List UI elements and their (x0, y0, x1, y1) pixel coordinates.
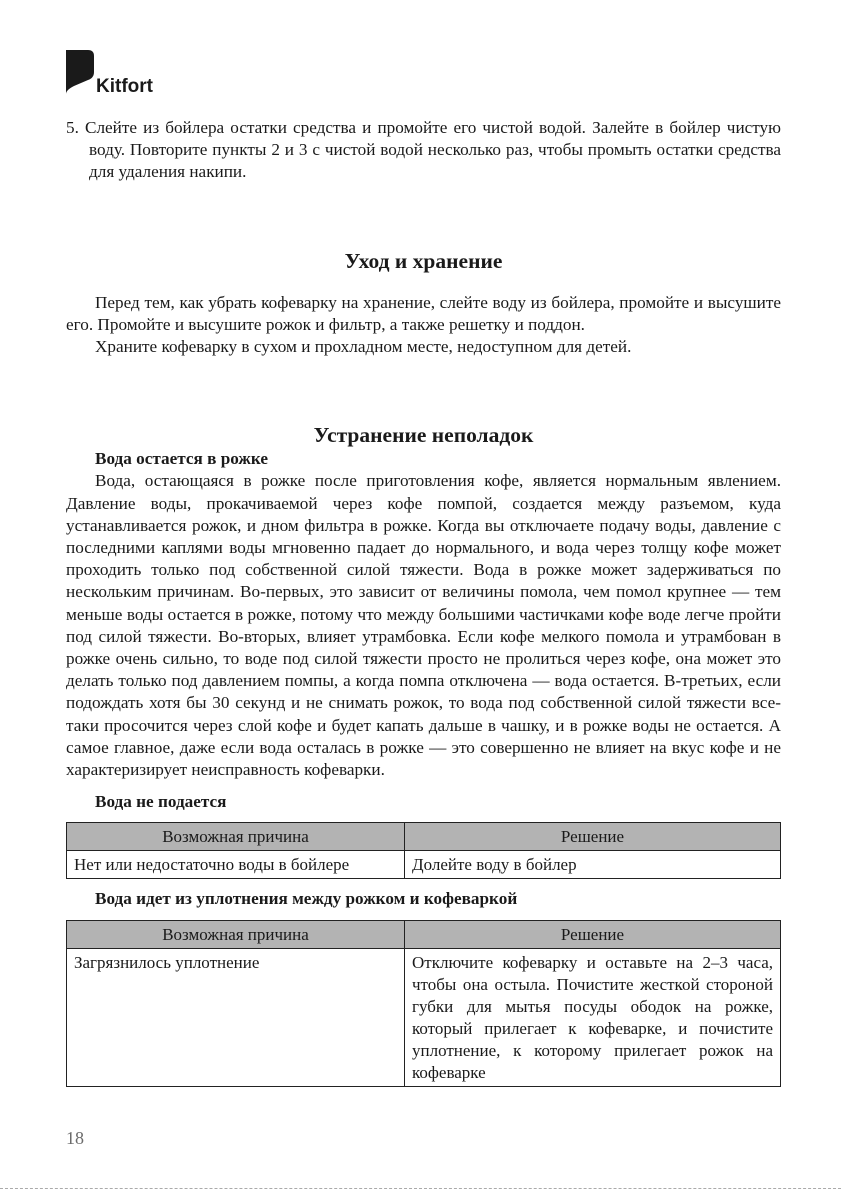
brand-logo (66, 50, 166, 98)
solution-cell: Долейте воду в бойлер (405, 851, 781, 879)
cause-column-header: Возможная причина (67, 920, 405, 948)
water-in-portafilter-heading: Вода остается в рожке (95, 449, 268, 469)
no-water-heading: Вода не подается (95, 792, 227, 812)
troubleshooting-section-title: Устранение неполадок (313, 423, 534, 448)
table-header-row (67, 920, 781, 948)
kitfort-logo-icon (66, 50, 94, 94)
water-in-portafilter-text: Вода, остающаяся в рожке после приготовления кофе, является нормальным явлением. Давление воды, прокачиваемой через кофе помпой, создается между разъемом, куда устанавливается рожок, и дном фильтра в рожке. Когда вы отключаете подачу воды, давление с последними каплями воды мгновенно падает до нормального, и вода через толщу кофе может проходить только под собственной силой тяжести. Вода в рожке может задерживаться по нескольким причинам. Во-первых, это зависит от величины помола, чем помол крупнее — тем меньше воды остается в рожке, потому что между большими частичками кофе воде легче пройти под силой тяжести. Во-вторых, влияет утрамбовка. Если кофе мелкого помола и утрамбован в рожке очень сильно, то воде под силой тяжести просто не пролиться через кофе, она может это делать только под давлением помпы, а когда помпа отключена — вода остается. В-третьих, если подождать хотя бы 30 секунд и не снимать рожок, то вода под собственной силой тяжести все-таки просочится через слой кофе и будет капать дальше в чашку, и в рожке воды не остается. А самое главное, даже если вода осталась в рожке — это совершенно не влияет на вкус кофе и не характеризирует неисправность кофеварки. (66, 471, 781, 780)
page-content (66, 117, 781, 1087)
care-paragraph-2: Храните кофеварку в сухом и прохладном месте, недоступном для детей. (95, 337, 632, 357)
solution-cell: Отключите кофеварку и оставьте на 2–3 часа, чтобы она остыла. Почистите жесткой стороной губки для мытья посуды ободок на рожке, который прилегает к кофеварке, и почистите уплотнение, к которому прилегает рожок на кофеварке (405, 948, 781, 1086)
cause-column-header: Возможная причина (67, 823, 405, 851)
cause-cell: Нет или недостаточно воды в бойлере (67, 851, 405, 879)
table-header-row (67, 823, 781, 851)
table-row (67, 851, 781, 879)
brand-name: Kitfort (96, 76, 153, 97)
page-number: 18 (66, 1128, 84, 1148)
page-bottom-divider (0, 1188, 841, 1190)
care-section-title: Уход и хранение (344, 248, 503, 273)
cause-cell: Загрязнилось уплотнение (67, 948, 405, 1086)
descaling-step-5: 5. Слейте из бойлера остатки средства и промойте его чистой водой. Залейте в бойлер чистую воду. Повторите пункты 2 и 3 с чистой водой несколько раз, чтобы промыть остатки средства для удаления накипи. (66, 118, 781, 182)
seal-leak-heading: Вода идет из уплотнения между рожком и кофеваркой (95, 889, 518, 909)
solution-column-header: Решение (405, 823, 781, 851)
no-water-table (66, 822, 781, 879)
care-paragraph-1: Перед тем, как убрать кофеварку на хранение, слейте воду из бойлера, промойте и высушите его. Промойте и высушите рожок и фильтр, а также решетку и поддон. (66, 292, 781, 334)
solution-column-header: Решение (405, 920, 781, 948)
table-row (67, 948, 781, 1086)
seal-leak-table (66, 920, 781, 1087)
